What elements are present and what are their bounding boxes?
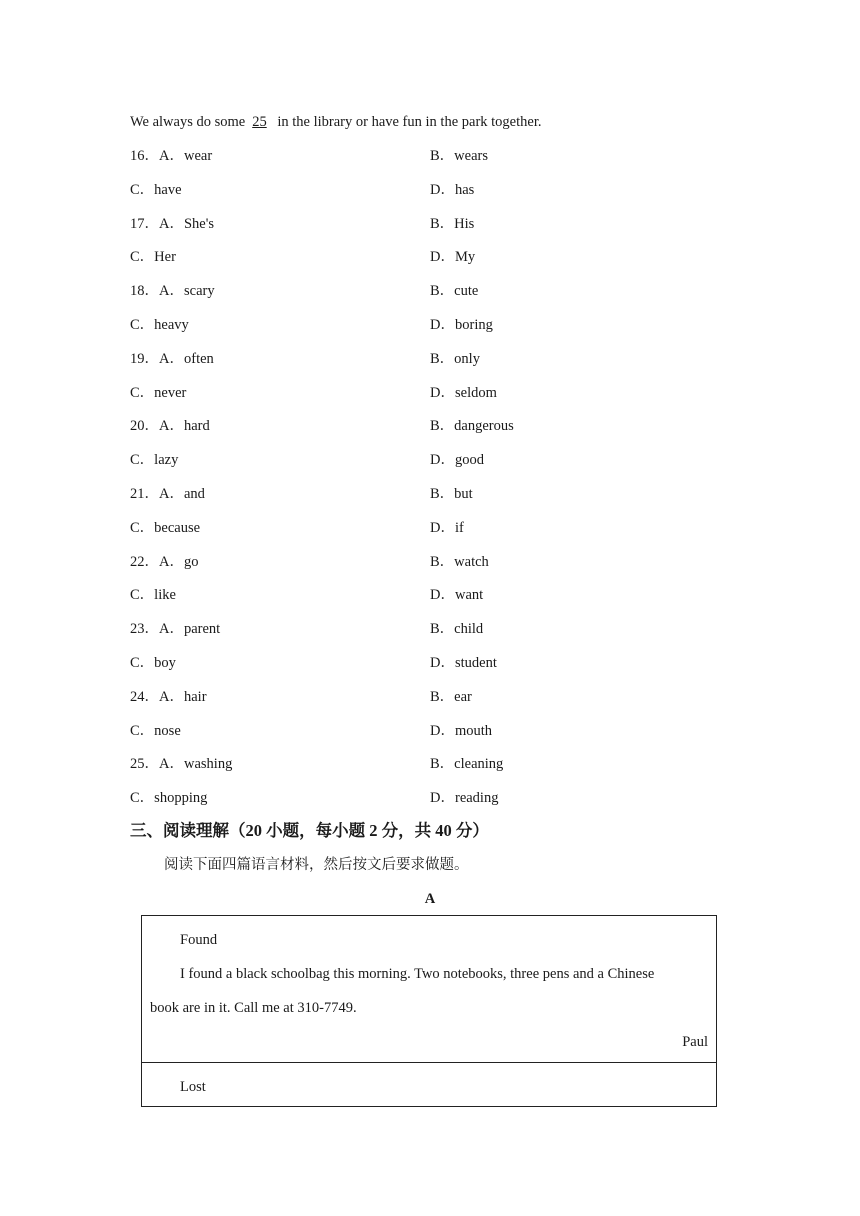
option-a-text: hair [183,688,207,705]
option-a-text: go [183,553,199,570]
option-b-text: watch [454,553,489,570]
option-letter: B． [430,350,455,367]
number-dot: ． [144,148,159,164]
option-c-text: shopping [154,790,208,807]
option-c-row [130,248,176,266]
option-a-text: wear [183,148,213,164]
option-letter: D． [430,790,455,807]
option-letter: C． [130,655,155,671]
option-b-text: child [454,621,484,638]
option-b-row [430,755,503,773]
option-letter: D． [430,722,455,739]
option-d-text: seldom [454,384,497,401]
option-d-text: reading [454,790,499,807]
option-d-row [430,519,464,537]
option-letter: B． [430,148,455,164]
option-letter: C． [130,317,155,333]
option-b-text: only [454,350,480,367]
option-a-text: parent [183,621,221,638]
option-a-row [130,553,198,571]
found-line-1: I found a black schoolbag this morning. Two notebooks, three pens and a Chinese [180,966,655,982]
option-b-text: cute [454,283,479,300]
option-d-text: student [454,655,497,671]
notice-divider [142,1062,716,1063]
option-letter: B． [430,283,455,300]
notice-box [141,915,717,1107]
option-letter: C． [130,722,155,739]
option-d-text: good [454,452,484,469]
option-c-text: never [154,384,187,401]
option-c-text: like [154,587,176,604]
option-c-text: lazy [154,452,179,469]
option-b-text: ear [454,688,472,705]
question-number: 25 [130,756,145,773]
option-letter: B． [430,418,455,435]
option-a-row [130,620,220,638]
option-c-row [130,519,200,537]
option-letter: D． [430,317,455,333]
option-b-row [430,282,478,300]
option-letter: A． [159,621,184,638]
option-b-row [430,553,489,571]
option-b-text: His [454,215,475,232]
found-signature: Paul [682,1034,708,1050]
option-letter: D． [430,587,455,604]
option-letter: D． [430,249,455,266]
option-a-text: hard [183,418,210,435]
option-letter: D． [430,181,455,198]
option-c-text: have [154,181,182,198]
option-d-row [430,586,483,604]
option-c-text: because [154,519,201,536]
option-letter: C． [130,384,155,401]
option-d-row [430,654,497,672]
option-b-row [430,485,473,503]
question-number: 18 [130,283,145,300]
option-d-text: want [454,587,484,604]
option-b-row [430,215,474,233]
option-b-text: but [454,486,473,502]
option-a-row [130,755,232,773]
number-dot: ． [144,756,159,773]
option-letter: B． [430,621,455,638]
option-a-row [130,215,214,233]
option-letter: C． [130,790,155,807]
number-dot: ． [144,350,159,367]
option-letter: C． [130,452,155,469]
option-b-row [430,688,472,706]
option-letter: A． [159,215,184,232]
option-c-row [130,722,181,740]
intro-before: We always do some [130,114,246,130]
option-d-row [430,316,493,334]
option-letter: D． [430,655,455,671]
option-letter: A． [159,486,184,502]
question-number: 20 [130,418,145,435]
number-dot: ． [144,621,159,638]
option-b-row [430,350,480,368]
option-letter: A． [159,688,184,705]
question-number: 17 [130,215,145,232]
option-d-row [430,384,497,402]
number-dot: ． [144,553,159,570]
option-letter: A． [159,148,184,164]
passage-label: A [424,891,436,907]
option-letter: B． [430,215,455,232]
option-d-row [430,248,475,266]
option-a-row [130,417,210,435]
question-number: 19 [130,350,145,367]
option-c-row [130,451,178,469]
option-letter: B． [430,688,455,705]
number-dot: ． [144,283,159,300]
option-a-row [130,282,215,300]
option-c-row [130,316,189,334]
option-a-text: often [183,350,214,367]
option-letter: A． [159,756,184,773]
option-letter: C． [130,181,155,198]
option-b-text: dangerous [454,418,514,435]
option-c-text: Her [154,249,176,266]
option-a-row [130,147,212,165]
option-a-text: scary [183,283,215,300]
number-dot: ． [144,215,159,232]
option-b-row [430,620,483,638]
option-letter: C． [130,587,155,604]
option-a-text: and [183,486,205,502]
option-d-text: has [454,181,475,198]
question-number: 24 [130,688,145,705]
option-a-row [130,485,205,503]
number-dot: ． [144,688,159,705]
intro-blank: 25 [252,114,267,130]
lost-title: Lost [180,1079,206,1095]
option-c-row [130,654,176,672]
option-b-row [430,147,488,165]
number-dot: ． [144,486,159,502]
option-b-text: wears [454,148,488,164]
option-letter: D． [430,384,455,401]
option-c-row [130,181,182,199]
option-b-text: cleaning [454,756,504,773]
option-letter: A． [159,553,184,570]
option-letter: B． [430,553,455,570]
section-heading: 三、阅读理解（20 小题，每小题 2 分，共 40 分） [130,821,489,840]
option-c-text: nose [154,722,181,739]
option-d-text: if [454,519,464,536]
option-letter: D． [430,519,455,536]
option-c-row [130,789,207,807]
option-a-text: She's [183,215,214,232]
section-instruction: 阅读下面四篇语言材料，然后按文后要求做题。 [164,857,469,873]
option-d-row [430,181,474,199]
option-d-row [430,722,492,740]
intro-after: in the library or have fun in the park together. [277,114,542,130]
option-letter: A． [159,350,184,367]
option-letter: D． [430,452,455,469]
option-a-row [130,688,207,706]
option-c-text: heavy [154,317,189,333]
found-line-2: book are in it. Call me at 310-7749. [150,1000,357,1016]
option-letter: C． [130,249,155,266]
question-number: 22 [130,553,145,570]
option-letter: C． [130,519,155,536]
number-dot: ． [144,418,159,435]
found-title: Found [180,932,218,948]
option-letter: A． [159,283,184,300]
question-number: 16 [130,148,145,164]
option-d-row [430,451,484,469]
option-c-row [130,586,176,604]
intro-sentence [130,113,541,131]
option-letter: A． [159,418,184,435]
option-b-row [430,417,514,435]
option-d-text: boring [454,317,493,333]
option-c-text: boy [154,655,176,671]
question-number: 21 [130,486,145,502]
option-d-text: My [454,249,476,266]
option-letter: B． [430,486,455,502]
question-number: 23 [130,621,145,638]
option-a-row [130,350,214,368]
option-letter: B． [430,756,455,773]
option-a-text: washing [183,756,233,773]
option-d-text: mouth [454,722,493,739]
option-d-row [430,789,498,807]
option-c-row [130,384,186,402]
